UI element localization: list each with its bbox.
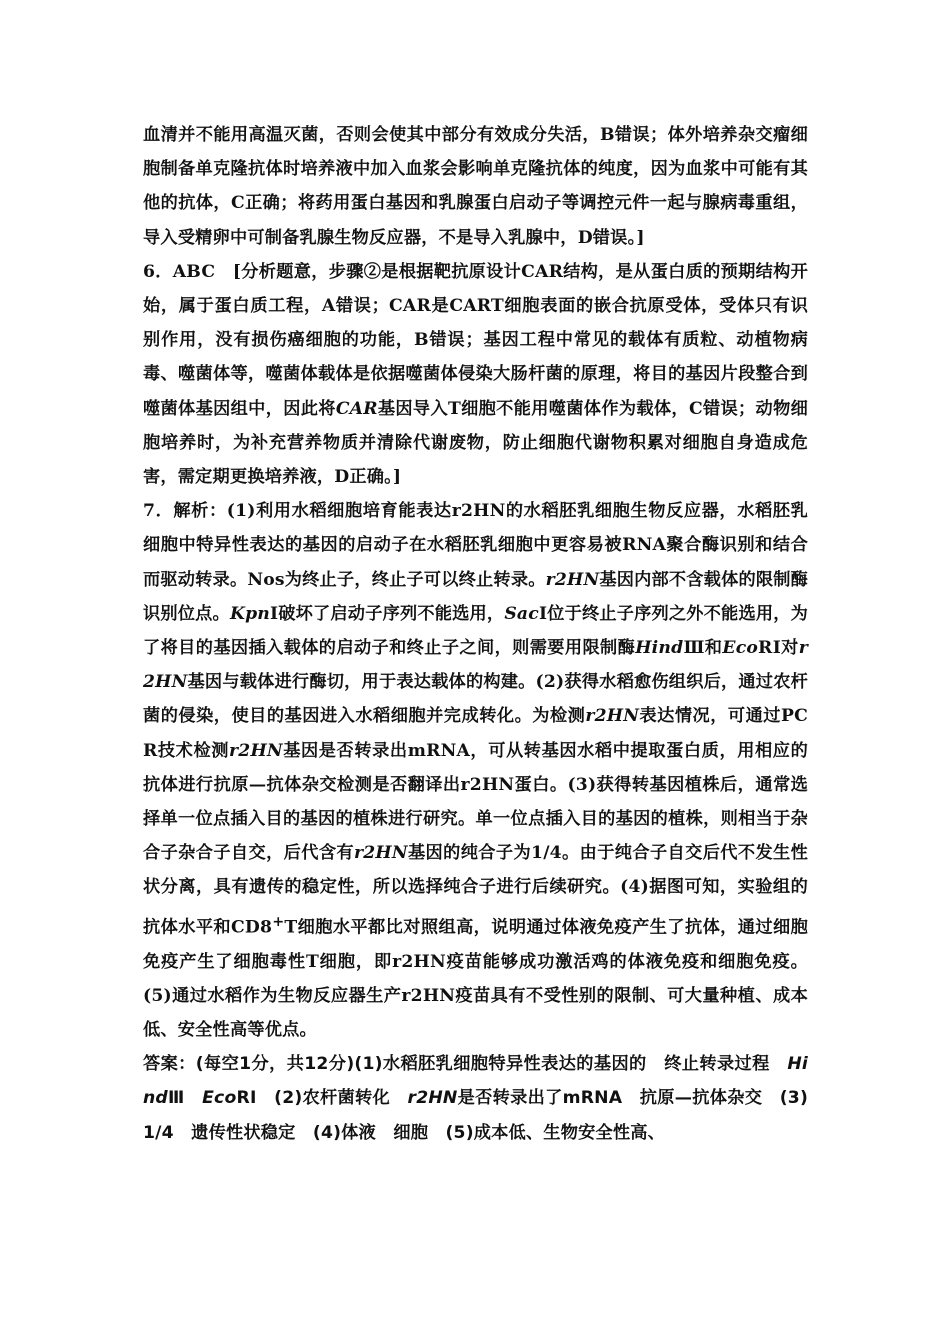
paragraph-q6-explanation <box>143 255 808 494</box>
text-segment: 基因导入T细胞不能用噬菌体作为载体，C错误；动物细胞培养时，为补充营养物质并清除代谢废物，防止细胞代谢物积累对细胞自身造成危害，需定期更换培养液，D正确。] <box>143 398 808 488</box>
enzyme-name-italic: Hind <box>635 638 684 659</box>
gene-name-italic: r2HN <box>143 638 808 693</box>
gene-name-italic: r2HN <box>354 843 408 864</box>
gene-name-italic: r2HN <box>407 1088 458 1109</box>
text-segment: Ⅲ和 <box>683 638 723 659</box>
text-segment: 基因内部不含载体的限制酶识别位点。 <box>143 569 809 624</box>
enzyme-name-italic: Eco <box>722 638 759 659</box>
paragraph-answer <box>143 1047 808 1150</box>
superscript-plus: + <box>272 913 285 930</box>
gene-name-italic: r2HN <box>229 740 283 761</box>
text-segment: 6．ABC [分析题意，步骤②是根据靶抗原设计CAR结构，是从蛋白质的预期结构开始，属于蛋白质工程，A错误；CAR是CART细胞表面的嵌合抗原受体，受体只有识别作用，没有损伤癌细胞的功能，B错误；基因工程中常见的载体有质粒、动植物病毒、噬菌体等，噬菌体载体是依据噬菌体侵染大肠杆菌的原理，将目的基因片段整合到噬菌体基因组中，因此将 <box>143 261 808 419</box>
enzyme-name-italic: Sac <box>504 603 539 624</box>
text-segment: Ⅲ <box>167 1088 203 1109</box>
gene-name-italic: r2HN <box>585 706 640 727</box>
paragraph-q5-explanation-continued <box>143 118 808 255</box>
text-segment: 表达情况，可通过PCR技术检测 <box>143 706 808 761</box>
gene-name-italic: CAR <box>335 398 378 419</box>
enzyme-name-italic: Eco <box>202 1088 237 1109</box>
text-segment: 基因的纯合子为1/4。由于纯合子自交后代不发生性状分离，具有遗传的稳定性，所以选择纯合子进行后续研究。(4)据图可知，实验组的抗体水平和CD8 <box>143 843 808 938</box>
text-segment: Ⅰ位于终止子序列之外不能选用，为了将目的基因插入载体的启动子和终止子之间，则需要用限制酶 <box>143 603 808 659</box>
enzyme-name-italic: Kpn <box>229 603 271 624</box>
text-segment: 血清并不能用高温灭菌，否则会使其中部分有效成分失活，B错误；体外培养杂交瘤细胞制备单克隆抗体时培养液中加入血浆会影响单克隆抗体的纯度，因为血浆中可能有其他的抗体，C正确；将药用蛋白基因和乳腺蛋白启动子等调控元件一起与腺病毒重组，导入受精卵中可制备乳腺生物反应器，不是导入乳腺中，D错误。] <box>143 125 808 248</box>
text-segment: 基因与载体进行酶切，用于表达载体的构建。(2)获得水稻愈伤组织后，通过农杆菌的侵染，使目的基因进入水稻细胞并完成转化。为检测 <box>143 672 808 727</box>
text-segment: T细胞水平都比对照组高，说明通过体液免疫产生了抗体，通过细胞免疫产生了细胞毒性T细胞，即r2HN疫苗能够成功激活鸡的体液免疫和细胞免疫。(5)通过水稻作为生物反应器生产r2HN疫苗具有不受性别的限制、可大量种植、成本低、安全性高等优点。 <box>143 917 808 1041</box>
text-segment: 是否转录出了mRNA 抗原—抗体杂交 (3)1/4 遗传性状稳定 (4)体液 细胞 (5)成本低、生物安全性高、 <box>143 1088 809 1143</box>
text-segment: 7．解析：(1)利用水稻细胞培育能表达r2HN的水稻胚乳细胞生物反应器，水稻胚乳细胞中特异性表达的基因的启动子在水稻胚乳细胞中更容易被RNA聚合酶识别和结合而驱动转录。Nos为终止子，终止子可以终止转录。 <box>143 501 808 590</box>
gene-name-italic: r2HN <box>545 569 600 590</box>
document-page <box>143 118 808 1150</box>
text-segment: Ⅰ破坏了启动子序列不能选用， <box>270 603 505 624</box>
enzyme-name-italic: Hind <box>143 1054 808 1109</box>
text-segment: RⅠ对 <box>758 638 799 659</box>
text-segment: 答案：(每空1分，共12分)(1)水稻胚乳细胞特异性表达的基因的 终止转录过程 <box>143 1054 788 1075</box>
text-segment: RⅠ (2)农杆菌转化 <box>236 1088 408 1109</box>
text-segment: 基因是否转录出mRNA，可从转基因水稻中提取蛋白质，用相应的抗体进行抗原—抗体杂交检测是否翻译出r2HN蛋白。(3)获得转基因植株后，通常选择单一位点插入目的基因的植株进行研究。单一位点插入目的基因的植株，则相当于杂合子杂合子自交，后代含有 <box>143 740 808 864</box>
paragraph-q7-explanation <box>143 494 808 1047</box>
